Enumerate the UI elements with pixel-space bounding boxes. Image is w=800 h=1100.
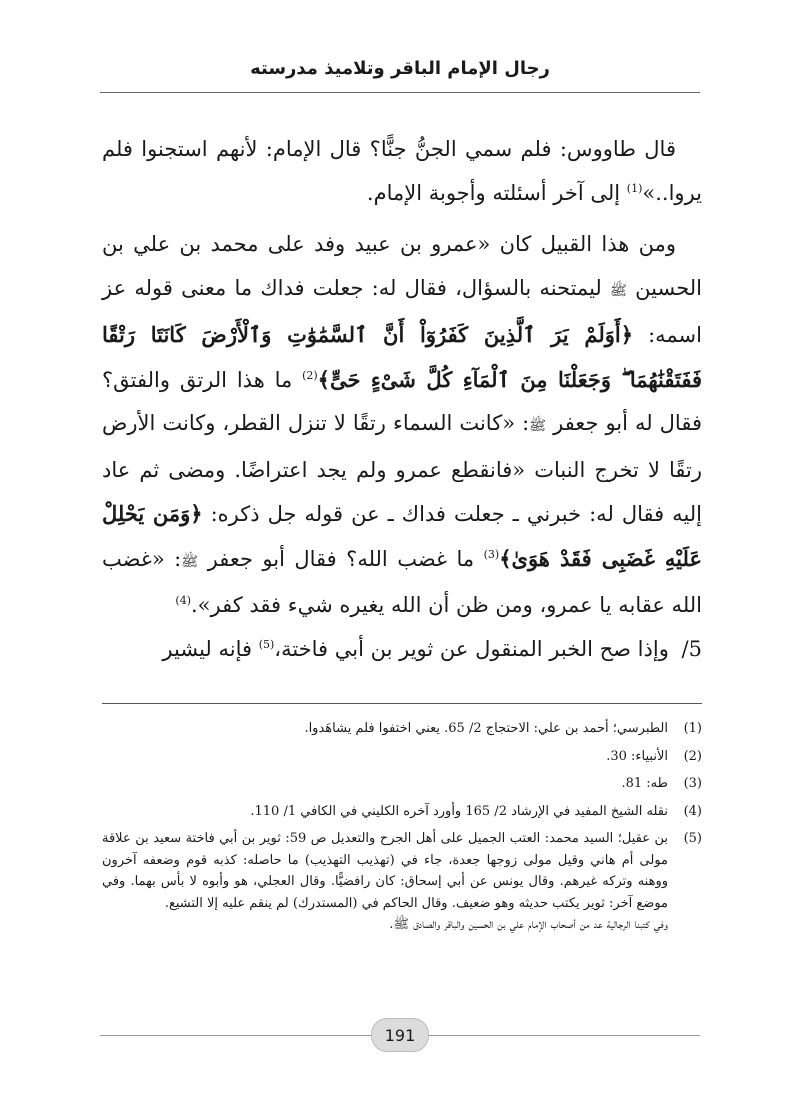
salutation-glyph: ﷺ (529, 418, 547, 434)
footnote-ref-3[interactable]: (3) (483, 547, 500, 561)
footnote-5 (102, 828, 702, 936)
paragraph-2-part-c: ما هذا الرتق والفتق؟ فقال له أبو جعفر (102, 367, 702, 435)
paragraph-3-part-a: وإذا صح الخبر المنقول عن ثوير بن أبي فاختة، (274, 636, 669, 661)
footnote-1 (102, 718, 702, 740)
paragraph-1-text: قال طاووس: فلم سمي الجنُّ جنًّا؟ قال الإمام: لأنهم استجنوا فلم يروا..» (102, 137, 702, 205)
quran-verse-1: ﴿أَوَلَمْ يَرَ ٱلَّذِينَ كَفَرُوٓاْ أَنَّ ٱلسَّمَٰوَٰتِ وَٱلْأَرْضَ كَانَتَا رَتْقًا فَفَتَقْنَٰهُمَا ۖ وَجَعَلْنَا مِنَ ٱلْمَآءِ كُلَّ شَىْءٍ حَىٍّ﴾ (102, 322, 703, 392)
footnote-ref-5[interactable]: (5) (258, 637, 275, 651)
paragraph-2-part-a: ومن هذا القبيل كان «عمرو بن عبيد وفد على محمد بن علي بن الحسين (102, 232, 702, 300)
footnote-ref-2[interactable]: (2) (302, 368, 318, 382)
header-rule (100, 92, 700, 93)
footnote-number: (3) (683, 776, 702, 791)
paragraph-3-part-b: فإنه ليشير (162, 636, 259, 661)
quran-verse-2: ﴿وَمَن يَحْلِلْ عَلَيْهِ غَضَبِى فَقَدْ هَوَىٰ﴾ (102, 501, 702, 571)
salutation-glyph: ﷺ (610, 282, 627, 299)
paragraph-number: 5/ (681, 636, 702, 661)
running-header: رجال الإمام الباقر وتلاميذ مدرسته (250, 58, 550, 79)
footnote-text: طه: 81. (621, 776, 668, 791)
paragraph-2-part-e: ما غضب الله؟ فقال أبو جعفر (198, 546, 484, 571)
page-number: 191 (384, 1025, 416, 1045)
footnote-text: بن عقيل؛ السيد محمد: العتب الجميل على أهل الجرح والتعديل ص 59: ثوير بن أبي فاختة سعيد بن علاقة مولى أم هاني وقيل مولى زوجها جعدة، جاء في (تهذيب التهذيب) ما حاصله: كذبه قوم وضعفه آخرون ووهنه وتركه غيرهم. وقال يونس عن أبي إسحاق: كان رافضيًّا. وقال العجلي، هو وأبوه لا بأس بهما. وفي موضع آخر: ثوير يكتب حديثه وهو ضعيف. وقال الحاكم في (المستدرك) لم ينقم عليه إلا التشيع. (102, 831, 668, 911)
footnote-number: (2) (683, 748, 702, 764)
footnote-4 (102, 801, 702, 823)
footnote-body (102, 828, 668, 936)
paragraph-2-part-b: ليمتحنه بالسؤال، فقال له: جعلت فداك ما معنى قوله عز اسمه: (102, 275, 702, 347)
footnote-text: الأنبياء: 30. (606, 748, 668, 764)
footnotes (102, 718, 702, 942)
footnote-text-continued: وفي كتبنا الرجالية عد من أصحاب الإمام علي بن الحسين والباقر والصادق ﷺ. (389, 917, 668, 932)
footnote-number: (4) (683, 803, 702, 819)
footnote-number: (1) (683, 721, 702, 736)
paragraph-2 (102, 223, 702, 628)
footnote-ref-1[interactable]: (1) (626, 181, 643, 195)
footnote-2 (102, 746, 702, 768)
footnote-rule (102, 703, 702, 704)
footnote-3 (102, 773, 702, 795)
footnote-number: (5) (683, 831, 702, 846)
footnote-ref-4[interactable]: (4) (175, 594, 191, 607)
salutation-glyph: ﷺ (181, 553, 199, 570)
page-number-badge (371, 1018, 429, 1052)
page-footer (100, 1018, 700, 1052)
paragraph-2-part-f: : «غضب الله عقابه يا عمرو، ومن ظن أن الله يغيره شيء فقد كفر». (102, 546, 702, 617)
main-text (102, 128, 702, 671)
footnote-text: نقله الشيخ المفيد في الإرشاد 2/ 165 وأورد آخره الكليني في الكافي 1/ 110. (250, 803, 668, 819)
paragraph-3 (102, 628, 702, 672)
paragraph-1-tail: إلى آخر أسئلته وأجوبة الإمام. (366, 180, 627, 205)
footnote-text: الطبرسي؛ أحمد بن علي: الاحتجاج 2/ 65. يعني اختفوا فلم يشاهَدوا. (304, 721, 668, 736)
paragraph-2-part-d: : «كانت السماء رتقًا لا تنزل القطر، وكانت الأرض رتقًا لا تخرج النبات «فانقطع عمرو ولم يجد اعتراضًا. ومضى ثم عاد إليه فقال له: خبرني ـ جعلت فداك ـ عن قوله جل ذكره: (102, 411, 703, 526)
paragraph-1 (102, 128, 702, 215)
